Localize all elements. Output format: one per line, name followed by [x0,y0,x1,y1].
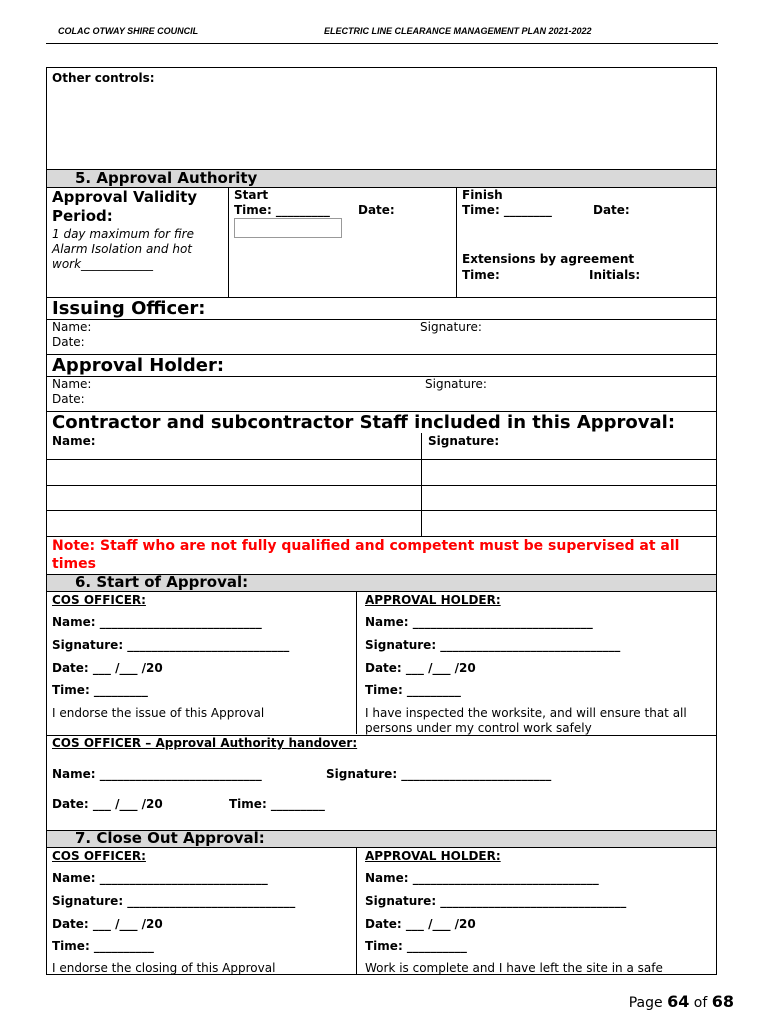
table-row [47,485,716,486]
contractor-title: Contractor and subcontractor Staff included in this Approval: [52,412,676,433]
start-cos-officer: COS OFFICER: [52,593,146,607]
close-left-date: Date: ___ /___ /20 [52,917,163,931]
handover-date: Date: ___ /___ /20 [52,797,163,811]
header-divider [46,43,718,44]
start-left-date: Date: ___ /___ /20 [52,661,163,675]
extensions-label: Extensions by agreement [462,252,635,266]
holder-date: Date: [52,392,85,406]
start-right-time: Time: _________ [365,683,461,697]
page-word: Page [628,995,663,1011]
finish-date: Date: [593,203,630,217]
contractor-name-col: Name: [52,434,96,448]
start-right-signature: Signature: ______________________________ [365,638,621,652]
finish-time: Time: ________ [462,203,552,217]
start-label: Start [234,188,269,202]
start-right-date: Date: ___ /___ /20 [365,661,476,675]
start-time: Time: _________ [234,203,330,217]
table-row [47,459,716,460]
close-approval-holder: APPROVAL HOLDER: [365,849,501,863]
start-date: Date: [358,203,395,217]
handover-signature: Signature: _________________________ [326,767,552,781]
close-left-time: Time: __________ [52,939,154,953]
page-total: 68 [711,992,734,1011]
supervision-note: Note: Staff who are not fully qualified and competent must be supervised at all times [52,538,680,572]
close-cos-officer: COS OFFICER: [52,849,146,863]
finish-label: Finish [462,188,503,202]
start-left-name: Name: ___________________________ [52,615,262,629]
ext-initials: Initials: [589,268,641,282]
validity-note: 1 day maximum for fire Alarm Isolation and hot work____________ [52,227,194,271]
start-left-endorse: I endorse the issue of this Approval [52,706,265,720]
section7-title: 7. Close Out Approval: [75,829,265,847]
holder-signature: Signature: [425,377,487,391]
approval-holder-title: Approval Holder: [52,355,225,376]
ext-time: Time: [462,268,500,282]
close-left-name: Name: ____________________________ [52,871,268,885]
handover-title: COS OFFICER – Approval Authority handover: [52,736,358,750]
issuing-name: Name: [52,320,92,334]
close-right-time: Time: __________ [365,939,467,953]
start-left-time: Time: _________ [52,683,148,697]
table-row [47,510,716,511]
handover-time: Time: _________ [229,797,325,811]
start-time-field[interactable] [234,218,342,238]
close-left-signature: Signature: ____________________________ [52,894,296,908]
header-plan-title: ELECTRIC LINE CLEARANCE MANAGEMENT PLAN 2021-2022 [324,26,592,36]
close-right-statement: Work is complete and I have left the site in a safe [365,961,663,975]
page-number [629,992,734,1011]
close-right-date: Date: ___ /___ /20 [365,917,476,931]
contractor-signature-col: Signature: [428,434,500,448]
section5-title: 5. Approval Authority [75,169,258,187]
of-word: of [693,995,708,1011]
holder-name: Name: [52,377,92,391]
handover-name: Name: ___________________________ [52,767,262,781]
close-right-signature: Signature: _______________________________ [365,894,627,908]
close-right-name: Name: _______________________________ [365,871,599,885]
header-council-name: COLAC OTWAY SHIRE COUNCIL [58,26,199,36]
start-approval-holder: APPROVAL HOLDER: [365,593,501,607]
start-right-statement: I have inspected the worksite, and will ensure that all persons under my control work safely [365,706,687,735]
issuing-date: Date: [52,335,85,349]
issuing-signature: Signature: [420,320,482,334]
section6-title: 6. Start of Approval: [75,573,249,591]
page-current: 64 [667,992,690,1011]
approval-validity-label: Approval Validity Period: [52,188,198,225]
start-right-name: Name: ______________________________ [365,615,593,629]
approval-form [46,67,717,975]
close-left-endorse: I endorse the closing of this Approval [52,961,276,975]
other-controls-label: Other controls: [52,71,155,85]
issuing-officer-title: Issuing Officer: [52,298,206,319]
start-left-signature: Signature: ___________________________ [52,638,290,652]
